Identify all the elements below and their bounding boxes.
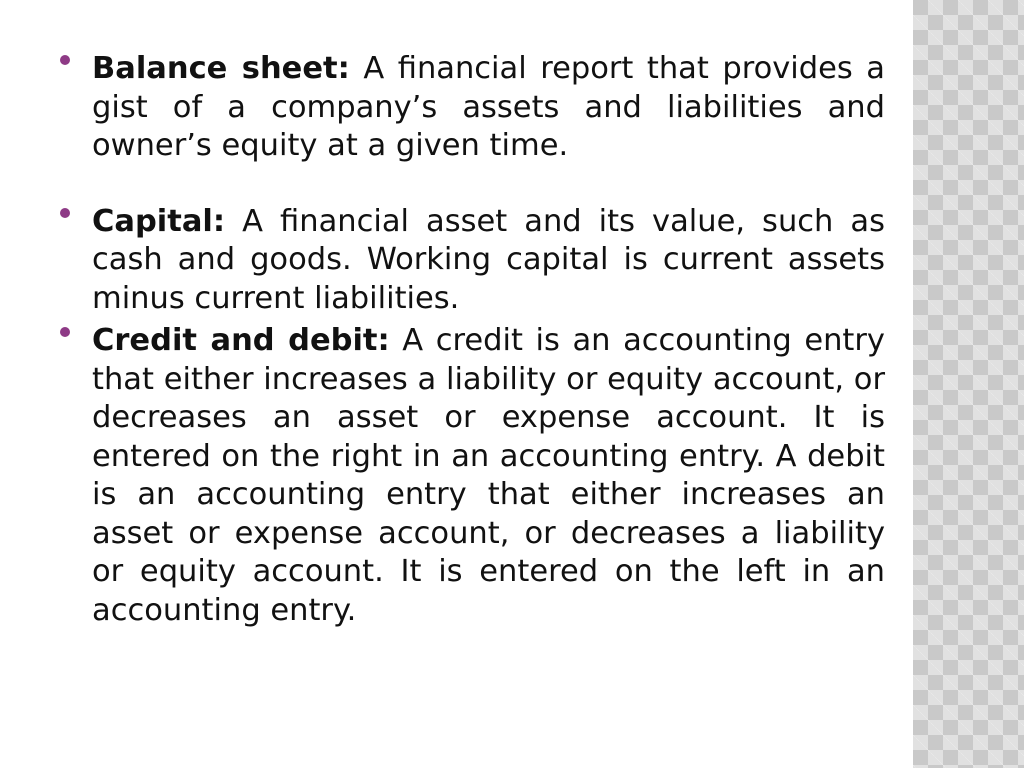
term-label: Balance sheet: — [92, 51, 350, 86]
term-label: Credit and debit: — [92, 323, 390, 358]
bullet-capital — [60, 203, 885, 319]
bullet-dot-icon — [60, 327, 70, 337]
bullet-list — [60, 50, 885, 630]
term-label: Capital: — [92, 203, 226, 239]
spacer — [60, 166, 885, 203]
term-definition: A financial asset and its value, such as cash and goods. Working capital is current assets minus current liabilities. — [92, 203, 885, 316]
bullet-balance-sheet — [60, 50, 885, 166]
bullet-credit-and-debit — [60, 322, 885, 630]
decorative-side-panel — [913, 0, 1024, 768]
term-definition: A credit is an accounting entry that either increases a liability or equity account, or decreases an asset or expense account. It is entered on the right in an accounting entry. A debit is an accounting entry that either increases an asset or expense account, or decreases a liability or equity account. It is entered on the left in an accounting entry. — [92, 323, 885, 628]
bullet-dot-icon — [60, 55, 70, 65]
term-definition: A financial report that provides a gist of a company’s assets and liabilities and owner’s equity at a given time. — [92, 51, 885, 163]
bullet-dot-icon — [60, 208, 70, 218]
